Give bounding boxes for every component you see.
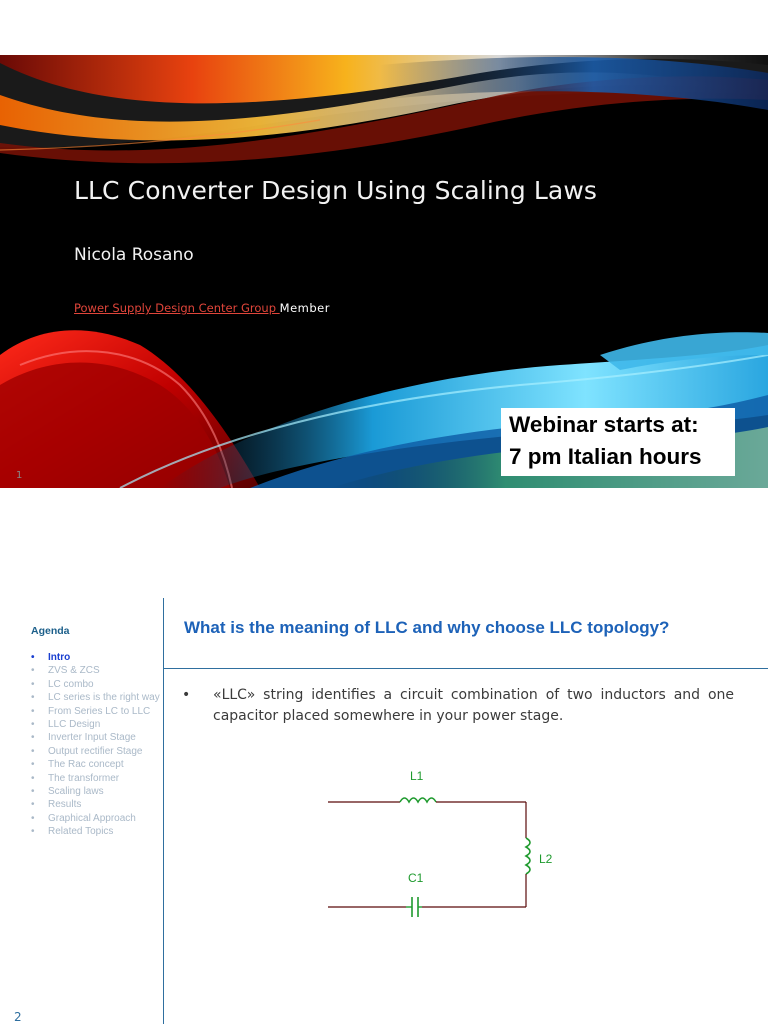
- agenda-item: • Intro: [31, 651, 161, 664]
- member-label: Member: [279, 301, 330, 315]
- inductor-l1: [400, 798, 436, 802]
- agenda-item: • Results: [31, 798, 161, 811]
- llc-circuit-diagram: [320, 766, 580, 926]
- bullet-text: «LLC» string identifies a circuit combination of two inductors and one capacitor placed somewhere in your power stage.: [213, 687, 734, 724]
- bullet-point: [182, 685, 734, 727]
- webinar-line-1: Webinar starts at:: [509, 412, 699, 437]
- presentation-title: LLC Converter Design Using Scaling Laws: [74, 176, 598, 205]
- label-l2: L2: [539, 852, 553, 866]
- agenda-item: • LC combo: [31, 678, 161, 691]
- agenda-item: • LLC Design: [31, 718, 161, 731]
- inductor-l2: [526, 838, 530, 874]
- agenda-item: • From Series LC to LLC: [31, 705, 161, 718]
- group-link[interactable]: Power Supply Design Center Group: [74, 301, 280, 315]
- horizontal-divider: [163, 668, 768, 669]
- agenda-item: • LC series is the right way: [31, 691, 161, 704]
- agenda-item: • Graphical Approach: [31, 812, 161, 825]
- author-name: Nicola Rosano: [74, 245, 194, 265]
- label-l1: L1: [410, 769, 424, 783]
- slide-number: 2: [14, 1010, 22, 1024]
- agenda-item: • Related Topics: [31, 825, 161, 838]
- bullet-dot: •: [182, 687, 191, 703]
- label-c1: C1: [408, 871, 424, 885]
- agenda-item: • The transformer: [31, 772, 161, 785]
- agenda-item: • ZVS & ZCS: [31, 664, 161, 677]
- webinar-line-2: 7 pm Italian hours: [509, 444, 702, 469]
- agenda-sidebar: [0, 598, 163, 1024]
- title-slide: [0, 55, 768, 488]
- group-affiliation: [74, 301, 330, 315]
- agenda-item: • Output rectifier Stage: [31, 745, 161, 758]
- agenda-item: • Inverter Input Stage: [31, 731, 161, 744]
- agenda-item: • Scaling laws: [31, 785, 161, 798]
- vertical-divider: [163, 598, 164, 1024]
- slide-title: What is the meaning of LLC and why choose LLC topology?: [184, 618, 670, 637]
- agenda-item: • The Rac concept: [31, 758, 161, 771]
- agenda-title: Agenda: [31, 625, 70, 637]
- content-slide: [0, 598, 768, 1024]
- webinar-notice: [501, 408, 735, 476]
- agenda-list: [31, 651, 161, 839]
- slide-number: 1: [16, 470, 23, 481]
